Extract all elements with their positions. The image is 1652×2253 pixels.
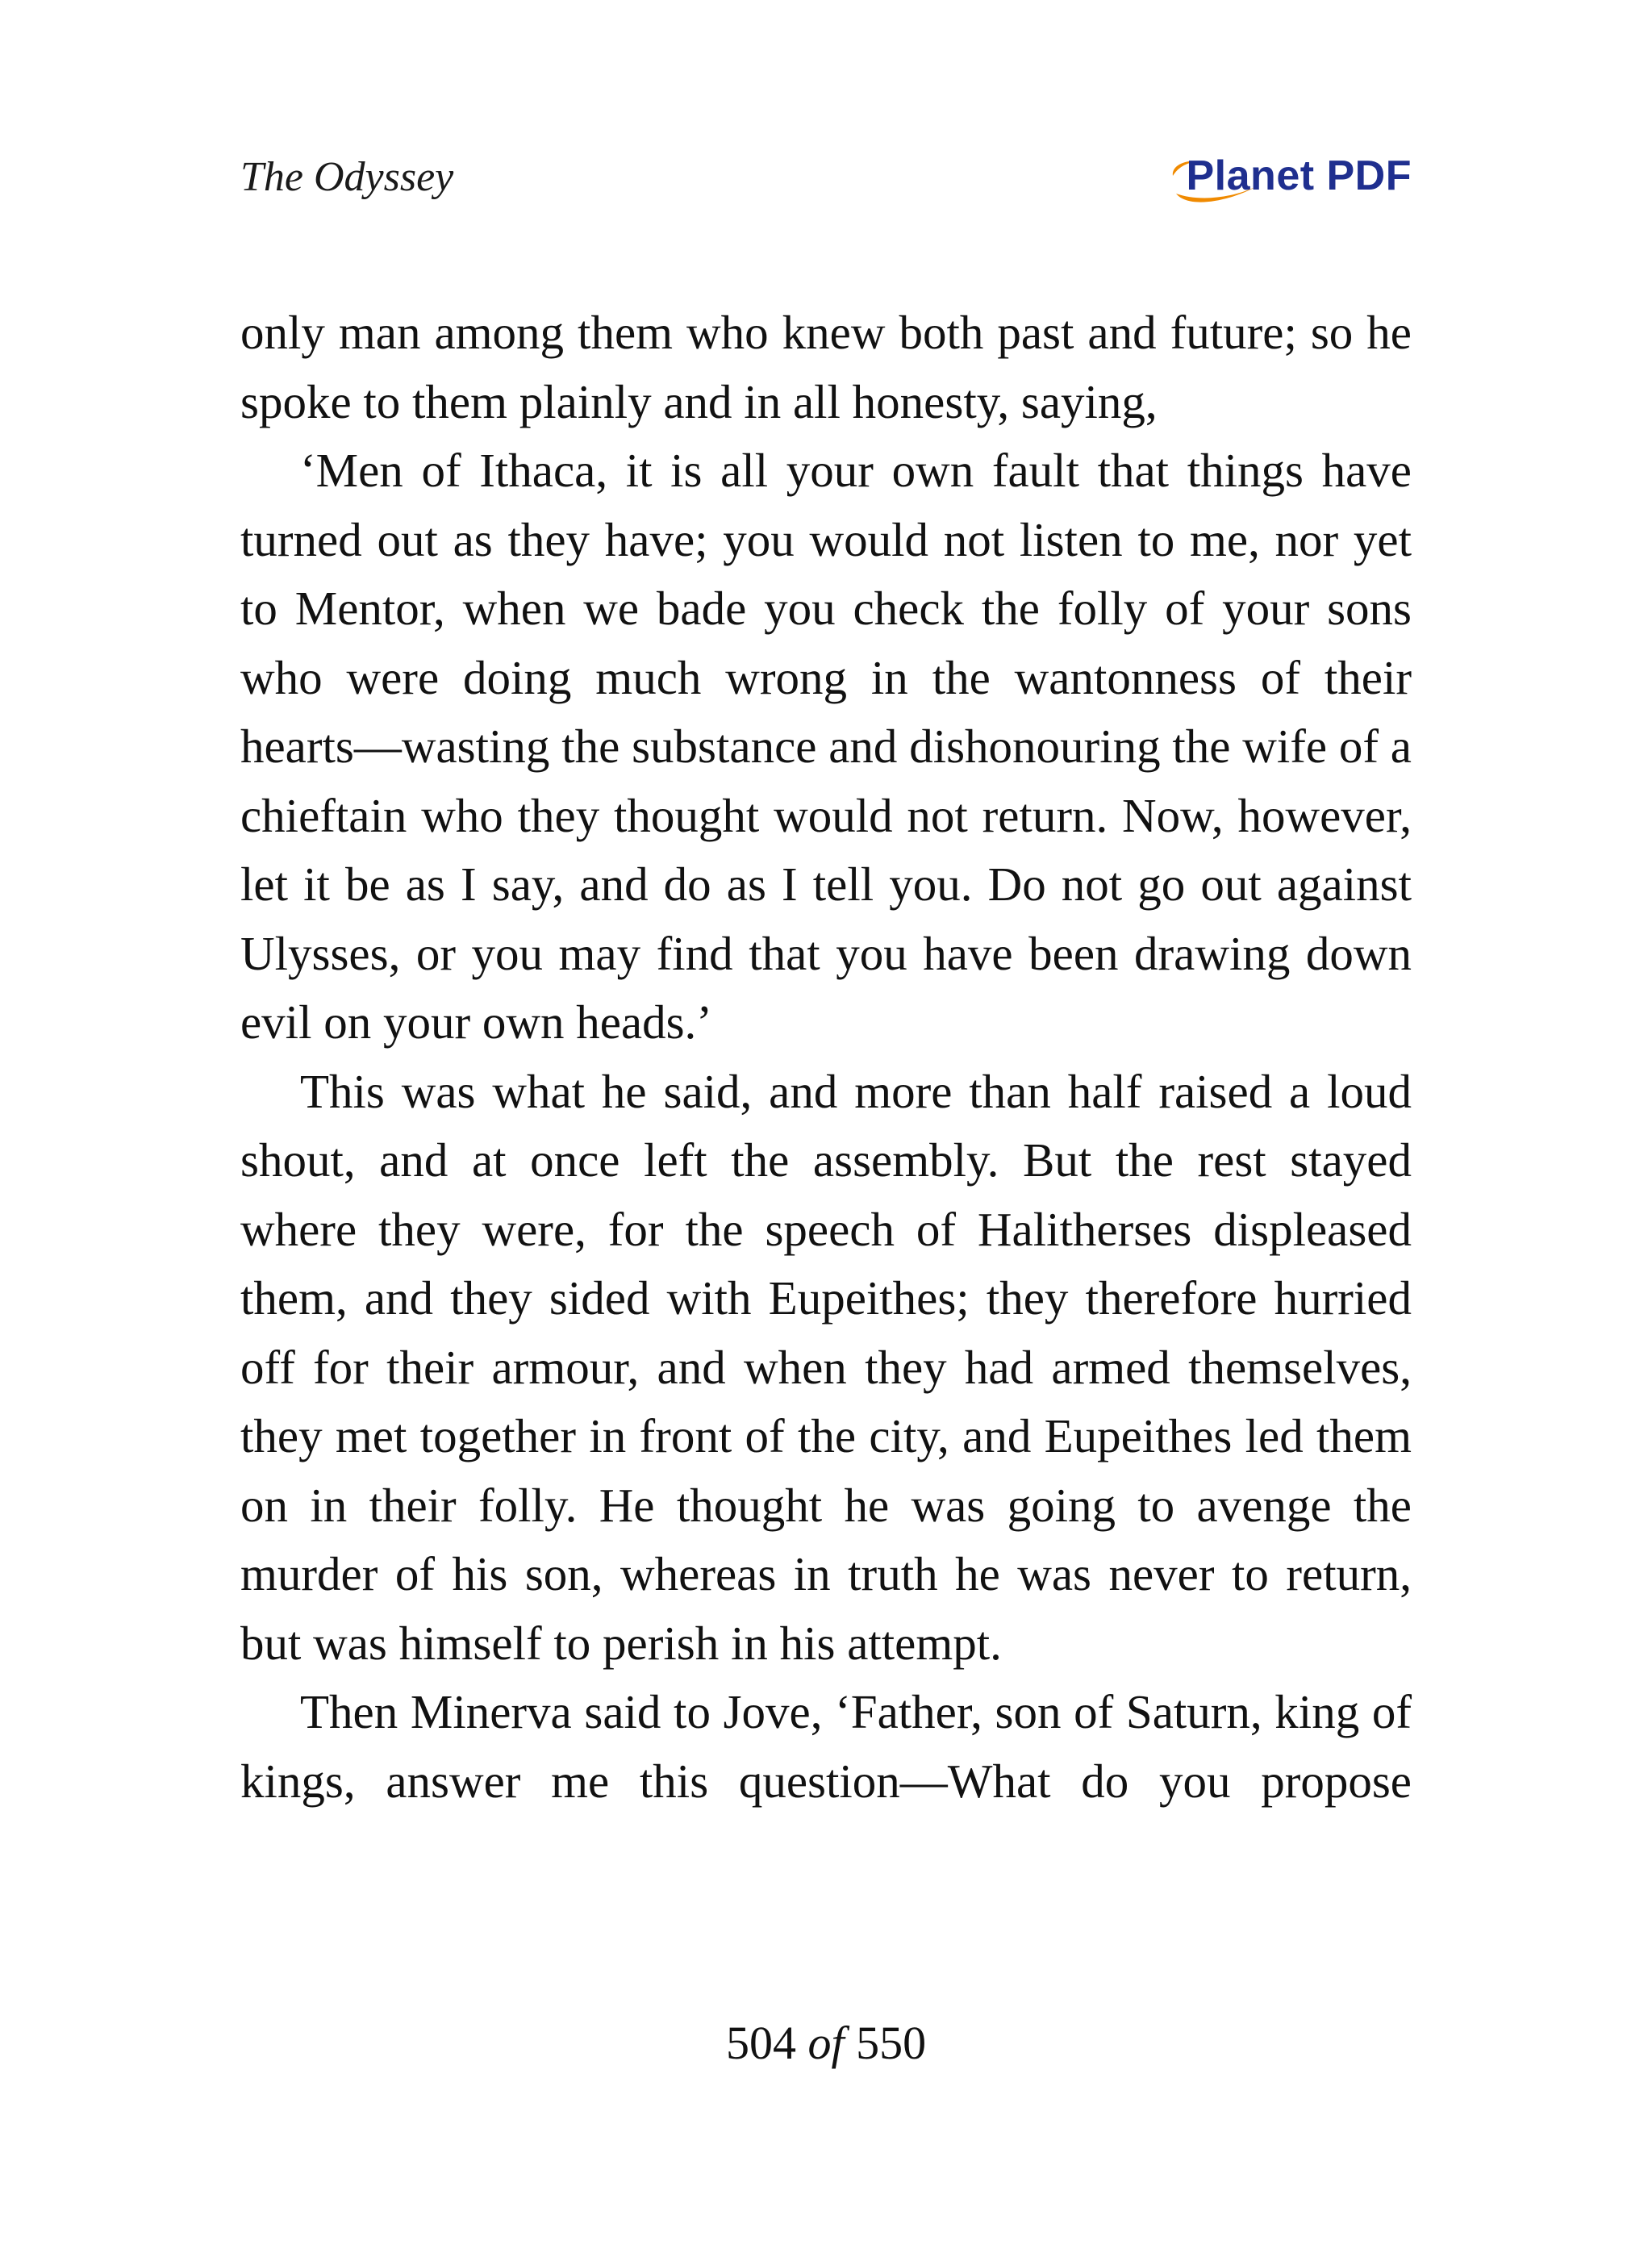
body-text [240,298,1412,1816]
page-header [240,153,1412,210]
logo-text: Planet PDF [1186,152,1412,199]
total-pages: 550 [856,2017,927,2069]
page-of-word: of [807,2017,845,2069]
paragraph: Then Minerva said to Jove, ‘Father, son of Saturn, king of kings, answer me this question—What do you propose [240,1685,1412,1808]
running-title: The Odyssey [240,154,454,200]
page-footer [0,2015,1652,2072]
paragraph: only man among them who knew both past and future; so he spoke to them plainly and in all honesty, saying, [240,306,1412,428]
paragraph: This was what he said, and more than half raised a loud shout, and at once left the assembly. But the rest stayed where they were, for the speech of Halitherses displeased them, and they sided with Eupeithes; they therefore hurried off for their armour, and when they had armed themselves, they met together in front of the city, and Eupeithes led them on in their folly. He thought he was going to avenge the murder of his son, whereas in truth he was never to return, but was himself to perish in his attempt. [240,1064,1412,1670]
paragraph: ‘Men of Ithaca, it is all your own fault that things have turned out as they have; you would not listen to me, nor yet to Mentor, when we bade you check the folly of your sons who were doing much wrong in the wantonness of their hearts—wasting the substance and dishonouring the wife of a chieftain who they thought would not return. Now, however, let it be as I say, and do as I tell you. Do not go out against Ulysses, or you may find that you have been drawing down evil on your own heads.’ [240,444,1412,1049]
planet-pdf-logo [1170,152,1412,208]
page-number: 504 [725,2017,796,2069]
